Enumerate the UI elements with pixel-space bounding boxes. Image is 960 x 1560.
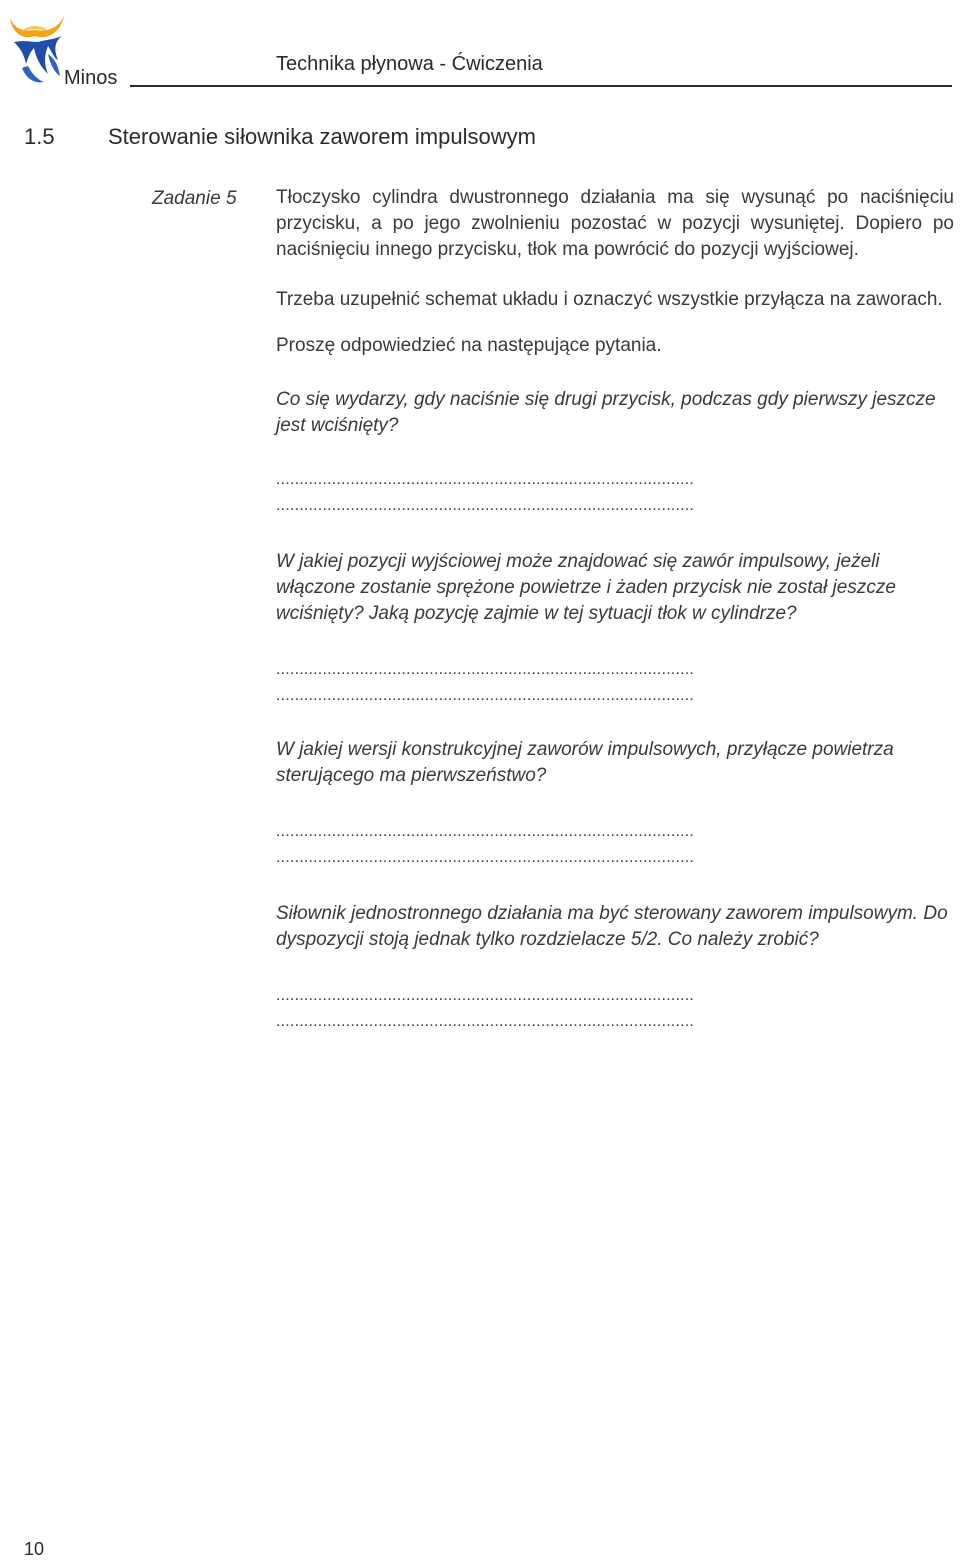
question-3: W jakiej wersji konstrukcyjnej zaworów impulsowych, przyłącze powietrza sterującego ma pierwszeństwo?: [276, 739, 894, 786]
question-1: Co się wydarzy, gdy naciśnie się drugi przycisk, podczas gdy pierwszy jeszcze jest wciśnięty?: [276, 389, 936, 436]
answer-line: ..........................................................................................: [276, 823, 695, 840]
answer-line: ..........................................................................................: [276, 687, 695, 704]
section-number: 1.5: [24, 124, 55, 149]
answer-line: ..........................................................................................: [276, 661, 695, 678]
task-instruction: Trzeba uzupełnić schemat układu i oznaczyć wszystkie przyłącza na zaworach.: [276, 289, 943, 310]
answer-line: ..........................................................................................: [276, 471, 695, 488]
task-description: Tłoczysko cylindra dwustronnego działania ma się wysunąć po naciśnięciu przycisku, a po jego zwolnieniu pozostać w pozycji wysuniętej. Dopiero po naciśnięciu innego przycisku, tłok ma powrócić do pozycji wyjściowej.: [276, 187, 954, 260]
minos-logo: [4, 8, 68, 88]
task-content: [276, 185, 954, 1035]
document-title: Technika płynowa - Ćwiczenia: [276, 53, 543, 75]
answer-line: ..........................................................................................: [276, 849, 695, 866]
answer-line: ..........................................................................................: [276, 987, 695, 1004]
brand-name: Minos: [64, 67, 118, 89]
question-2: W jakiej pozycji wyjściowej może znajdować się zawór impulsowy, jeżeli włączone zostanie sprężone powietrze i żaden przycisk nie został jeszcze wciśnięty? Jaką pozycję zajmie w tej sytuacji tłok w cylindrze?: [276, 551, 896, 624]
answer-line: ..........................................................................................: [276, 1013, 695, 1030]
question-4: Siłownik jednostronnego działania ma być sterowany zaworem impulsowym. Do dyspozycji stoją jednak tylko rozdzielacze 5/2. Co należy zrobić?: [276, 903, 948, 950]
task-label: Zadanie 5: [152, 188, 237, 209]
section-title: Sterowanie siłownika zaworem impulsowym: [108, 124, 536, 149]
page-number: 10: [24, 1539, 45, 1559]
bull-logo-icon: [4, 8, 68, 88]
answer-line: ..........................................................................................: [276, 497, 695, 514]
header-divider: [130, 85, 952, 87]
task-prompt: Proszę odpowiedzieć na następujące pytania.: [276, 335, 662, 356]
section-heading: [24, 123, 536, 151]
